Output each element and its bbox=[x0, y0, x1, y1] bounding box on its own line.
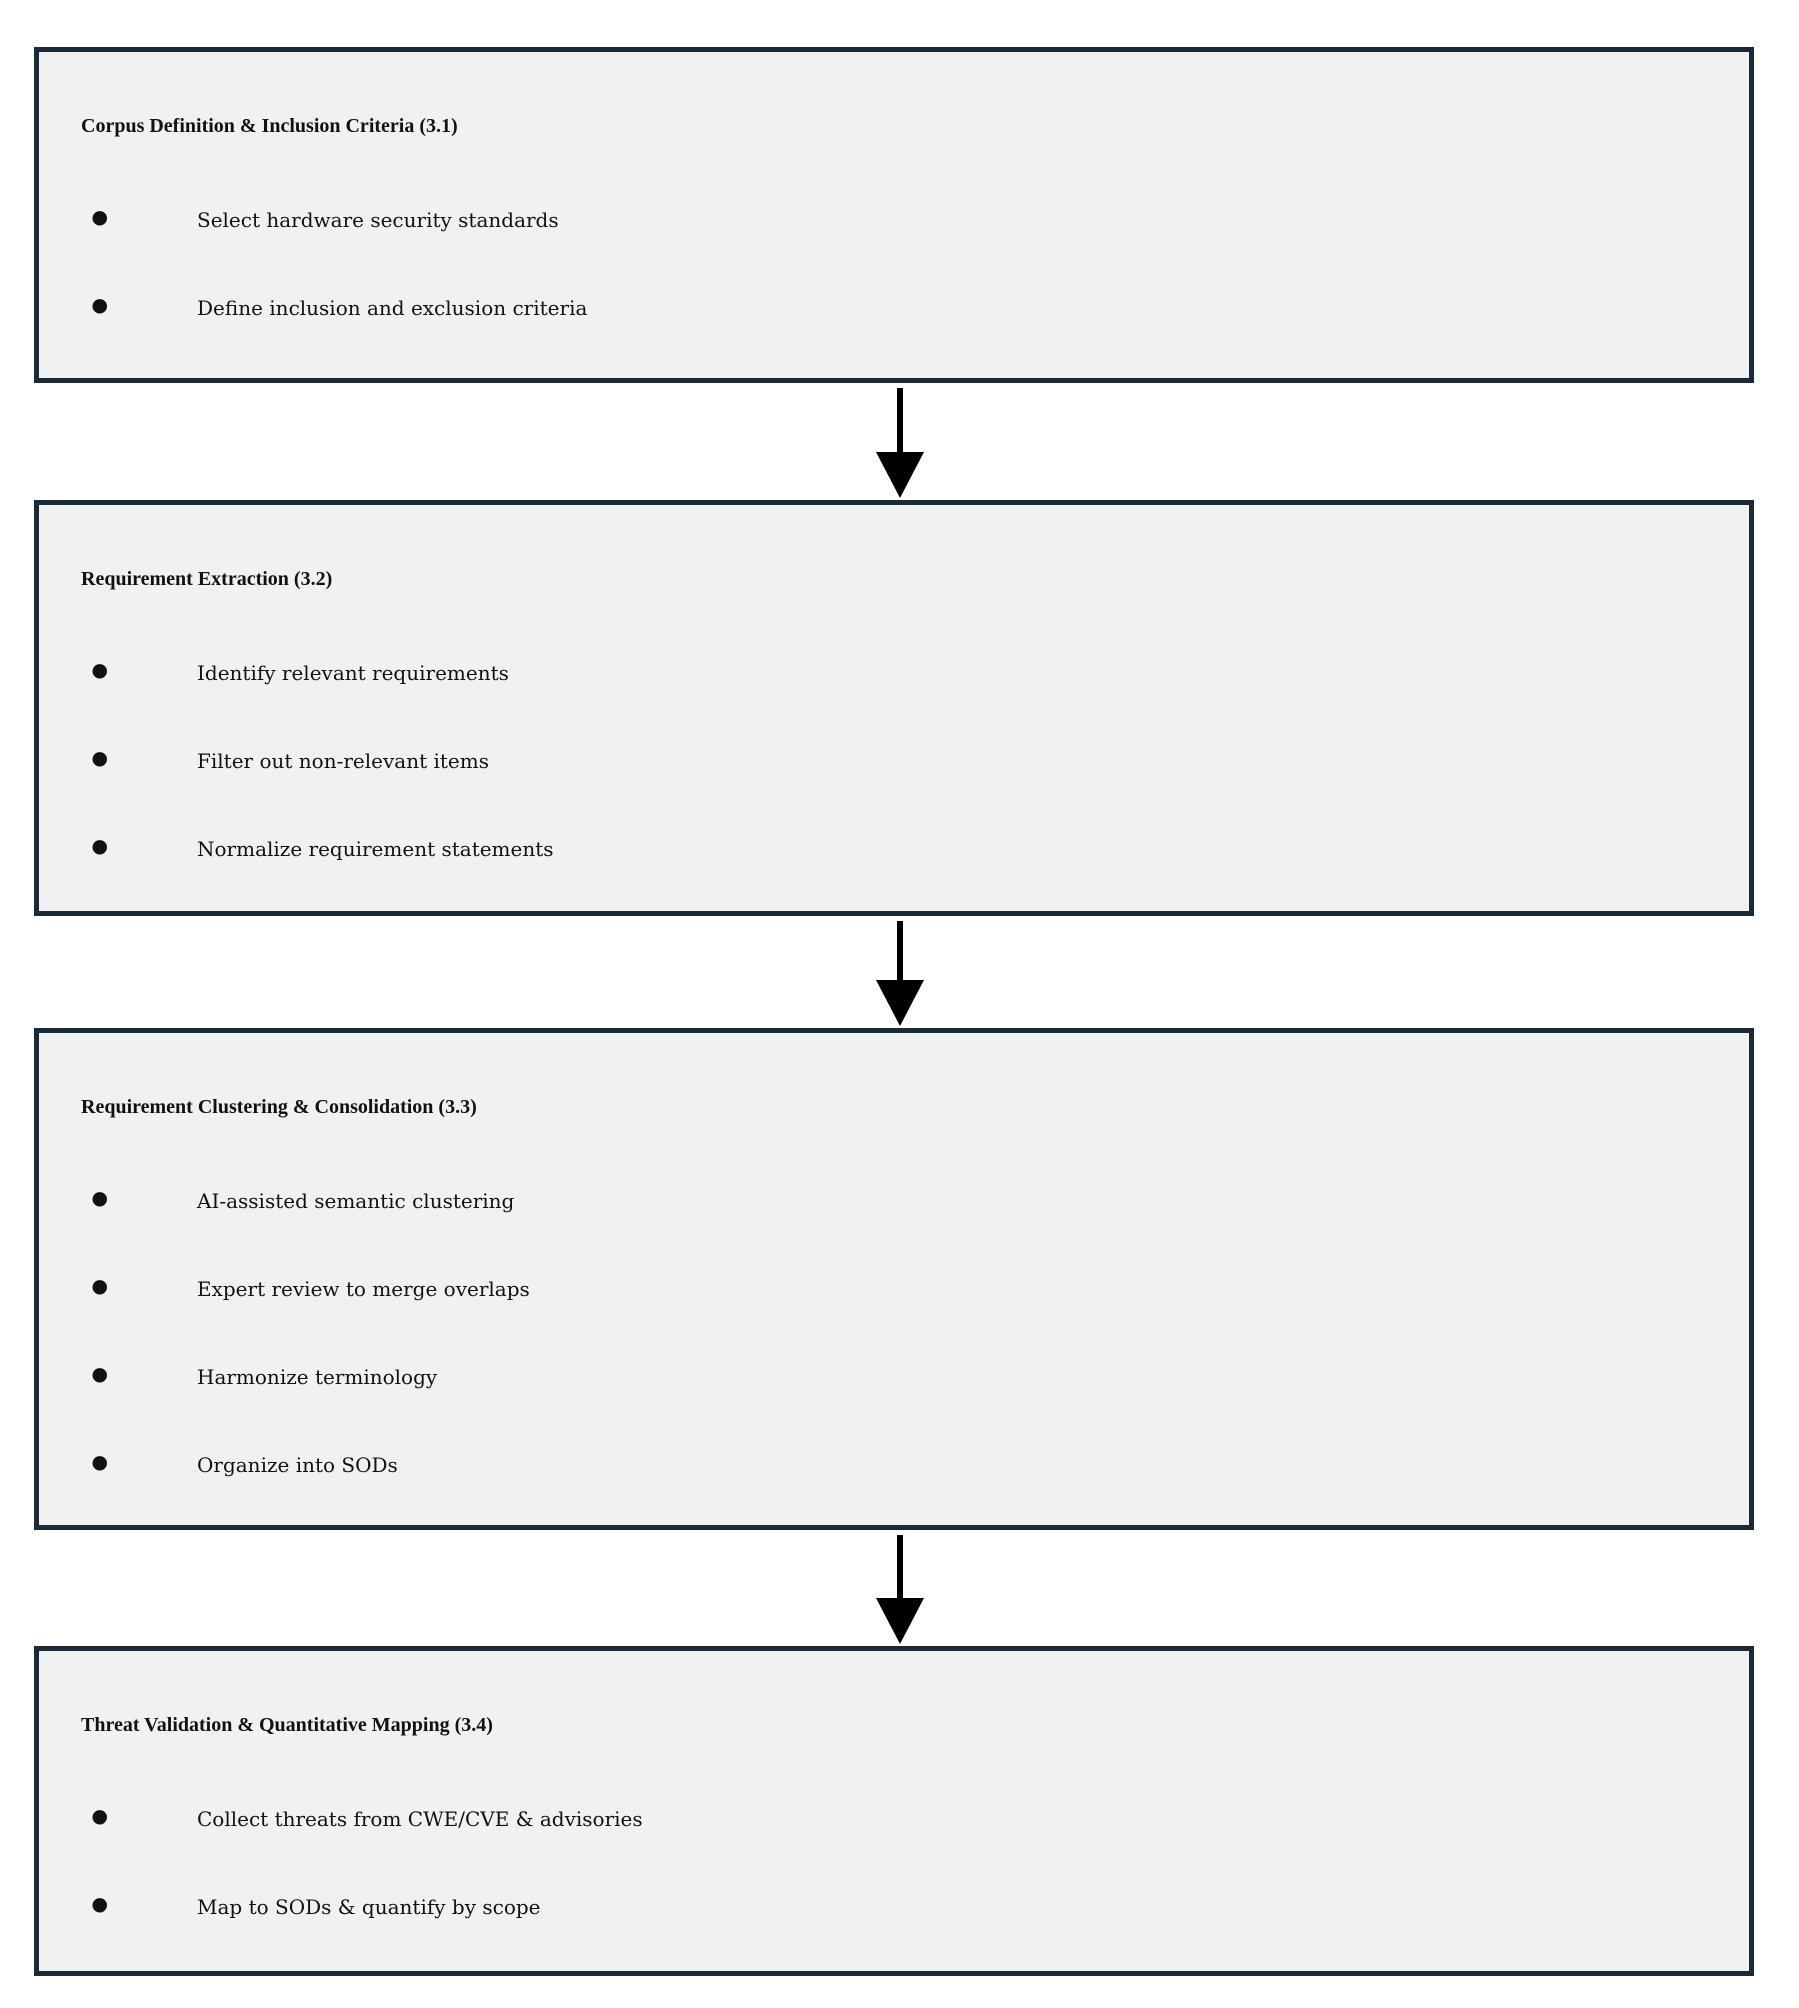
bullet-icon: • bbox=[85, 732, 115, 790]
bullet-icon: • bbox=[85, 820, 115, 878]
step-item-text: Filter out non-relevant items bbox=[197, 749, 489, 773]
flow-arrow-down-icon bbox=[876, 388, 924, 498]
step-item-text: Organize into SODs bbox=[197, 1453, 398, 1477]
bullet-icon: • bbox=[85, 1436, 115, 1494]
bullet-icon: • bbox=[85, 1348, 115, 1406]
step-item-text: Map to SODs & quantify by scope bbox=[197, 1895, 541, 1919]
step-item bbox=[81, 1157, 1709, 1245]
bullet-icon: • bbox=[85, 1790, 115, 1848]
step-box-corpus-definition bbox=[34, 47, 1754, 383]
step-box-clustering-consolidation bbox=[34, 1028, 1754, 1530]
step-item bbox=[81, 264, 1709, 352]
step-item-list bbox=[81, 176, 1709, 352]
step-item-text: Select hardware security standards bbox=[197, 208, 559, 232]
bullet-icon: • bbox=[85, 1260, 115, 1318]
step-item-text: Collect threats from CWE/CVE & advisories bbox=[197, 1807, 643, 1831]
step-item-text: Define inclusion and exclusion criteria bbox=[197, 296, 588, 320]
arrow-head bbox=[876, 980, 924, 1026]
step-item-text: Harmonize terminology bbox=[197, 1365, 438, 1389]
step-item bbox=[81, 717, 1709, 805]
step-title: Requirement Clustering & Consolidation (3.3) bbox=[81, 1096, 477, 1118]
arrow-shaft bbox=[897, 1535, 903, 1602]
step-box-requirement-extraction bbox=[34, 500, 1754, 916]
step-item bbox=[81, 629, 1709, 717]
step-title: Threat Validation & Quantitative Mapping (3.4) bbox=[81, 1714, 493, 1736]
arrow-head bbox=[876, 452, 924, 498]
step-item bbox=[81, 1421, 1709, 1509]
step-item bbox=[81, 805, 1709, 893]
arrow-head bbox=[876, 1598, 924, 1644]
bullet-icon: • bbox=[85, 1172, 115, 1230]
step-item-text: Identify relevant requirements bbox=[197, 661, 509, 685]
arrow-shaft bbox=[897, 388, 903, 456]
step-item-list bbox=[81, 1157, 1709, 1509]
step-item bbox=[81, 1333, 1709, 1421]
flow-arrow-down-icon bbox=[876, 921, 924, 1026]
step-title: Requirement Extraction (3.2) bbox=[81, 568, 333, 590]
bullet-icon: • bbox=[85, 644, 115, 702]
step-item bbox=[81, 1775, 1709, 1863]
step-item bbox=[81, 1863, 1709, 1951]
step-title: Corpus Definition & Inclusion Criteria (3.1) bbox=[81, 115, 458, 137]
step-item bbox=[81, 176, 1709, 264]
step-box-threat-validation bbox=[34, 1646, 1754, 1976]
flow-arrow-down-icon bbox=[876, 1535, 924, 1644]
step-item-text: Normalize requirement statements bbox=[197, 837, 554, 861]
step-item-list bbox=[81, 1775, 1709, 1951]
bullet-icon: • bbox=[85, 279, 115, 337]
step-item-text: AI-assisted semantic clustering bbox=[197, 1189, 515, 1213]
step-item-text: Expert review to merge overlaps bbox=[197, 1277, 530, 1301]
arrow-shaft bbox=[897, 921, 903, 984]
step-item bbox=[81, 1245, 1709, 1333]
step-item-list bbox=[81, 629, 1709, 893]
bullet-icon: • bbox=[85, 191, 115, 249]
bullet-icon: • bbox=[85, 1878, 115, 1936]
